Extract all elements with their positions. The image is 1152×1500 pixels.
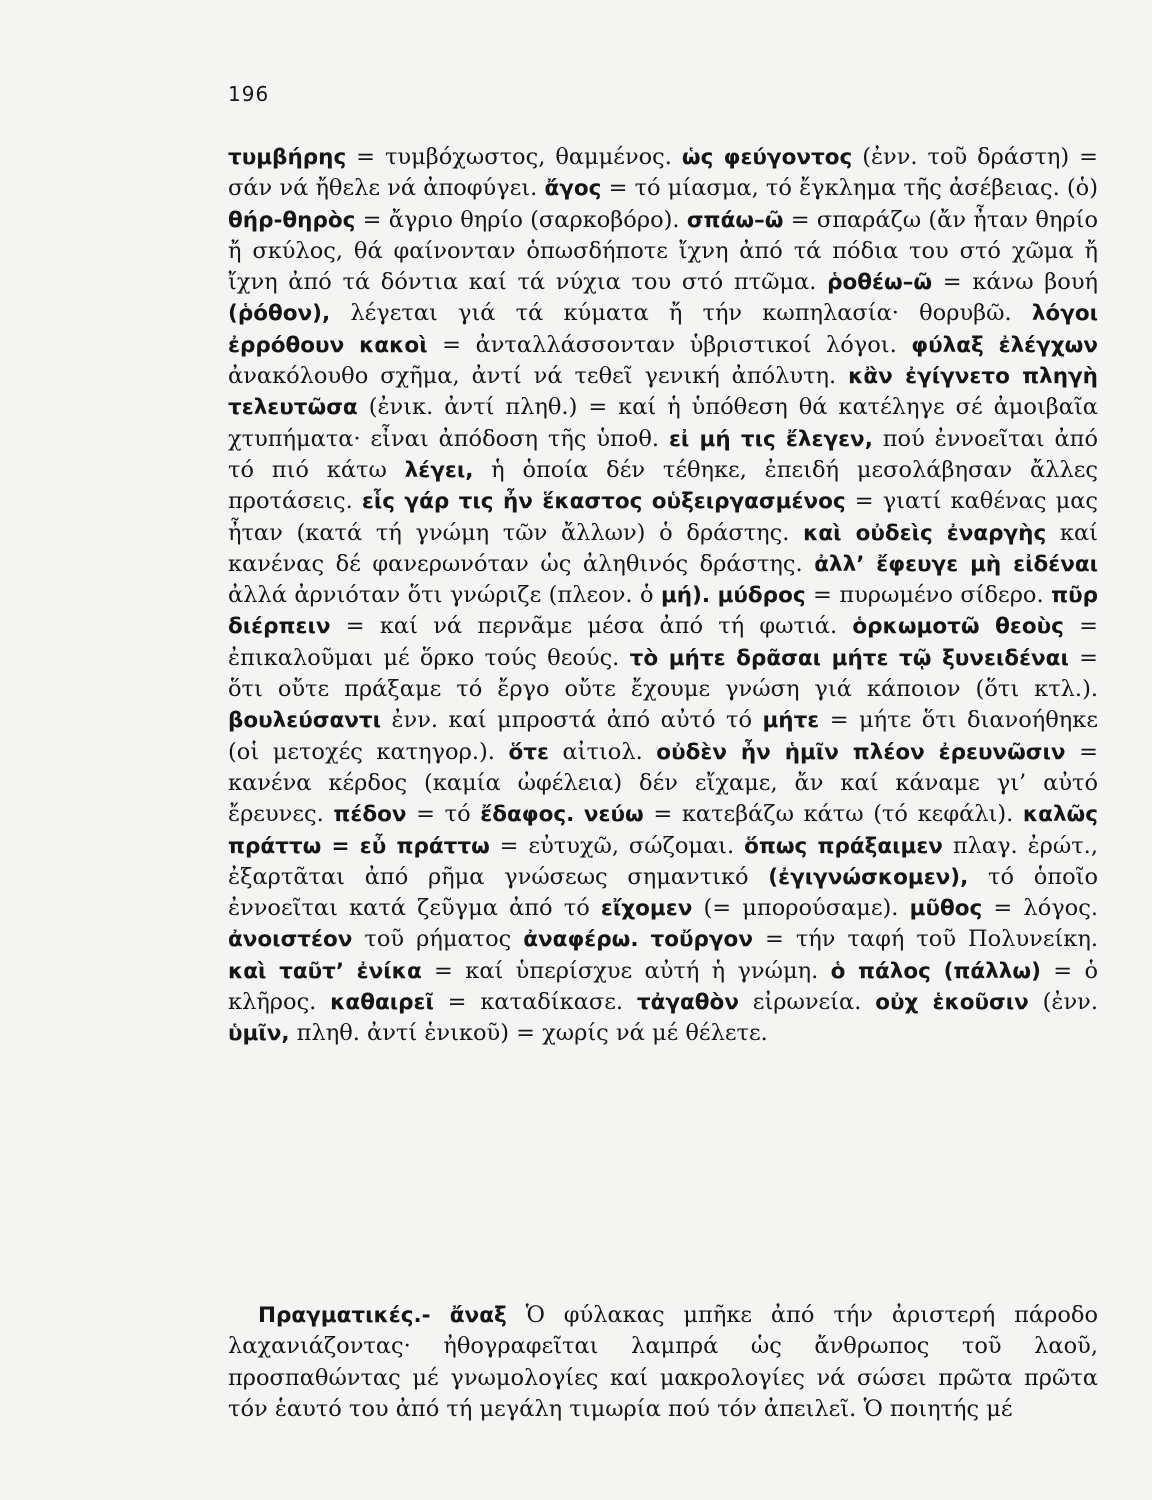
term-headword: καλῶς πράττω = εὖ πράττω [228,802,1098,859]
term-definition: λέγεται γιά τά κύματα ἤ τήν κωπηλασία· θορυβῶ. [330,300,1032,327]
term-headword: οὐχ ἑκοῦσιν [875,990,1029,1016]
term-definition: = καταδίκασε. [433,989,637,1016]
term-headword: ἄγος [544,176,602,202]
term-headword: πῦρ διέρπειν [228,583,1098,640]
term-headword: εἴχομεν [600,896,693,922]
term-headword: φύλαξ ἐλέγχων [911,332,1098,358]
term-definition: τό ὁποῖο ἐννοεῖται κατά ζεῦγμα ἀπό τό [228,863,1098,922]
term-definition: = τό μίασμα, τό ἔγκλημα τῆς ἀσέβειας. (ὁ) [601,175,1098,202]
term-definition: = ἀνταλλάσσονταν ὑβριστικοί λόγοι. [427,331,912,358]
term-headword: τοὔργον [650,927,753,953]
term-headword: θήρ-θηρὸς [228,207,356,233]
term-headword: πέδον [333,802,407,828]
term-headword: μύδρος [717,583,806,609]
term-definition: = ὁ κλῆρος. [228,957,1099,1016]
term-headword: (ῥόθον), [228,301,331,327]
term-headword: οὐδὲν ἦν ἡμῖν πλέον ἐρευνῶσιν [656,739,1066,765]
term-headword: ἔδαφος. [480,802,575,828]
term-definition: ἐνν. καί μπροστά ἀπό αὐτό τό [381,707,763,734]
term-definition: = πυρωμένο σίδερο. [805,582,1052,609]
term-headword: τὸ μήτε δρᾶσαι μήτε τῷ ξυνειδέναι [629,645,1069,671]
term-definition: = ἐπικαλοῦμαι μέ ὅρκο τούς θεούς. [228,613,1098,671]
term-definition: (ἐνν. [1028,989,1098,1016]
term-definition: ἀνακόλουθο σχῆμα, ἀντί νά τεθεῖ γενική ἀπόλυτη. [228,363,849,390]
term-definition: πληθ. ἀντί ἑνικοῦ) = χωρίς νά μέ θέλετε. [289,1020,768,1047]
term-definition: (ἐνικ. ἀντί πληθ.) = καί ἡ ὑπόθεση θά κατέληγε σέ ἀμοιβαῖα χτυπήματα· εἶναι ἀπόδοση τῆς ὑποθ. [228,394,1098,452]
page-number: 196 [228,82,270,106]
term-headword: ῥοθέω–ῶ [827,270,933,296]
term-headword: τυμβήρης [228,145,347,170]
term-definition: = κανένα κέρδος (καμία ὠφέλεια) δέν εἴχαμε, ἄν καί κάναμε γι’ αὐτό ἔρευνες. [228,738,1098,828]
term-headword: κἂν ἐγίγνετο πληγὴ τελευτῶσα [228,364,1098,421]
term-definition: ἡ ὁποία δέν τέθηκε, ἐπειδή μεσολάβησαν ἄλλες προτάσεις. [228,456,1098,515]
term-definition: = εὐτυχῶ, σώζομαι. [489,832,745,859]
term-definition: = καί νά περνᾶμε μέσα ἀπό τή φωτιά. [330,613,853,640]
term-definition: = μήτε ὅτι διανοήθηκε (οἱ μετοχές κατηγορ.). [228,707,1098,765]
term-headword: εἷς γάρ τις ἦν ἕκαστος οὑξειργασμένος [361,489,846,515]
term-headword: καθαιρεῖ [330,990,434,1016]
term-headword: ὁ πάλος (πάλλω) [830,958,1041,984]
term-headword: ἀναφέρω. [523,927,639,953]
term-headword: τἀγαθὸν [636,990,739,1016]
term-definition: πού ἐννοεῖται ἀπό τό πιό κάτω [228,425,1098,483]
term-definition [710,582,717,608]
term-headword: ὅπως πράξαιμεν [744,833,943,859]
term-definition: καί κανένας δέ φανερωνόταν ὡς ἀληθινός δράστης. [228,519,1098,577]
term-definition: Ὁ φύλακας μπῆκε ἀπό τήν ἀριστερή πάροδο λαχανιάζοντας· ἠθογραφεῖται λαμπρά ὡς ἄνθρωπος τοῦ λαοῦ, προσπαθώντας μέ γνωμολογίες καί μακρολογίες νά σώσει πρῶτα πρῶτα τόν ἑαυτό του ἀπό τή μεγάλη τιμωρία πού τόν ἀπειλεῖ. Ὁ ποιητής μέ [228,1302,1098,1422]
term-headword: νεύω [583,802,644,828]
term-headword: βουλεύσαντι [228,708,382,734]
term-headword: σπάω–ῶ [686,207,784,233]
term-definition: = καί ὑπερίσχυε αὐτή ἡ γνώμη. [421,957,831,984]
term-headword: καὶ οὐδεὶς ἐναργὴς [803,520,1047,546]
term-definition: τοῦ ρήματος [352,926,524,953]
term-headword: μῦθος [909,896,983,922]
term-headword: καὶ ταῦτ’ ἐνίκα [228,958,422,984]
term-definition: = τυμβόχωστος, θαμμένος. [346,144,682,170]
glossary-paragraph [228,142,1098,1050]
term-definition: αἰτιολ. [548,738,657,765]
term-headword: ἀλλ’ ἔφευγε μὴ εἰδέναι [814,551,1098,577]
term-definition: = κάνω βουή [932,269,1098,296]
term-headword: ὑμῖν, [228,1021,290,1047]
term-definition: εἰρωνεία. [738,989,876,1016]
term-headword: λέγει, [404,457,474,483]
term-definition: = γιατί καθένας μας ἦταν (κατά τή γνώμη τῶν ἄλλων) ὁ δράστης. [228,488,1098,546]
term-headword: ὁρκωμοτῶ θεοὺς [852,614,1064,640]
term-definition: (ἐνν. τοῦ δράστη) = σάν νά ἤθελε νά ἀποφύγει. [228,144,1098,202]
term-definition: (= μπορούσαμε). [692,895,910,922]
term-definition: = τήν ταφή τοῦ Πολυνείκη. [752,926,1098,953]
term-headword: (ἐγιγνώσκομεν), [768,864,969,890]
term-headword: εἰ μή τις ἔλεγεν, [668,426,873,452]
term-definition [574,801,584,827]
term-definition: = ἄγριο θηρίο (σαρκοβόρο). [355,206,687,233]
term-headword: ὅτε [508,739,549,765]
term-headword: μήτε [762,708,820,734]
term-definition: = σπαράζω (ἄν ἦταν θηρίο ἤ σκύλος, θά φαίνονταν ὁπωσδήποτε ἴχνη ἀπό τά πόδια του στό χῶμα ἤ ἴχνη ἀπό τά δόντια καί τά νύχια του στό πτῶμα. [228,206,1098,296]
term-definition [638,926,650,952]
term-headword: ὡς φεύγοντος [681,145,853,170]
term-headword: Πραγματικές.- ἄναξ [258,1303,507,1328]
term-definition: = κατεβάζω κάτω (τό κεφάλι). [643,801,1023,828]
term-headword: ἀνοιστέον [228,927,353,953]
term-headword: λόγοι ἐρρόθουν κακοὶ [228,301,1098,358]
term-definition: = λόγος. [982,895,1098,922]
commentary-paragraph [228,1300,1098,1425]
term-definition: ἀλλά ἀρνιόταν ὅτι γνώριζε (πλεον. ὁ [228,582,661,609]
term-definition: πλαγ. ἐρώτ., ἐξαρτᾶται ἀπό ρῆμα γνώσεως σημαντικό [228,832,1098,890]
term-definition: = τό [406,801,481,828]
term-definition: = ὅτι οὔτε πράξαμε τό ἔργο οὔτε ἔχουμε γνώση γιά κάποιον (ὅτι κτλ.). [228,644,1098,703]
term-headword: μή). [660,583,711,609]
